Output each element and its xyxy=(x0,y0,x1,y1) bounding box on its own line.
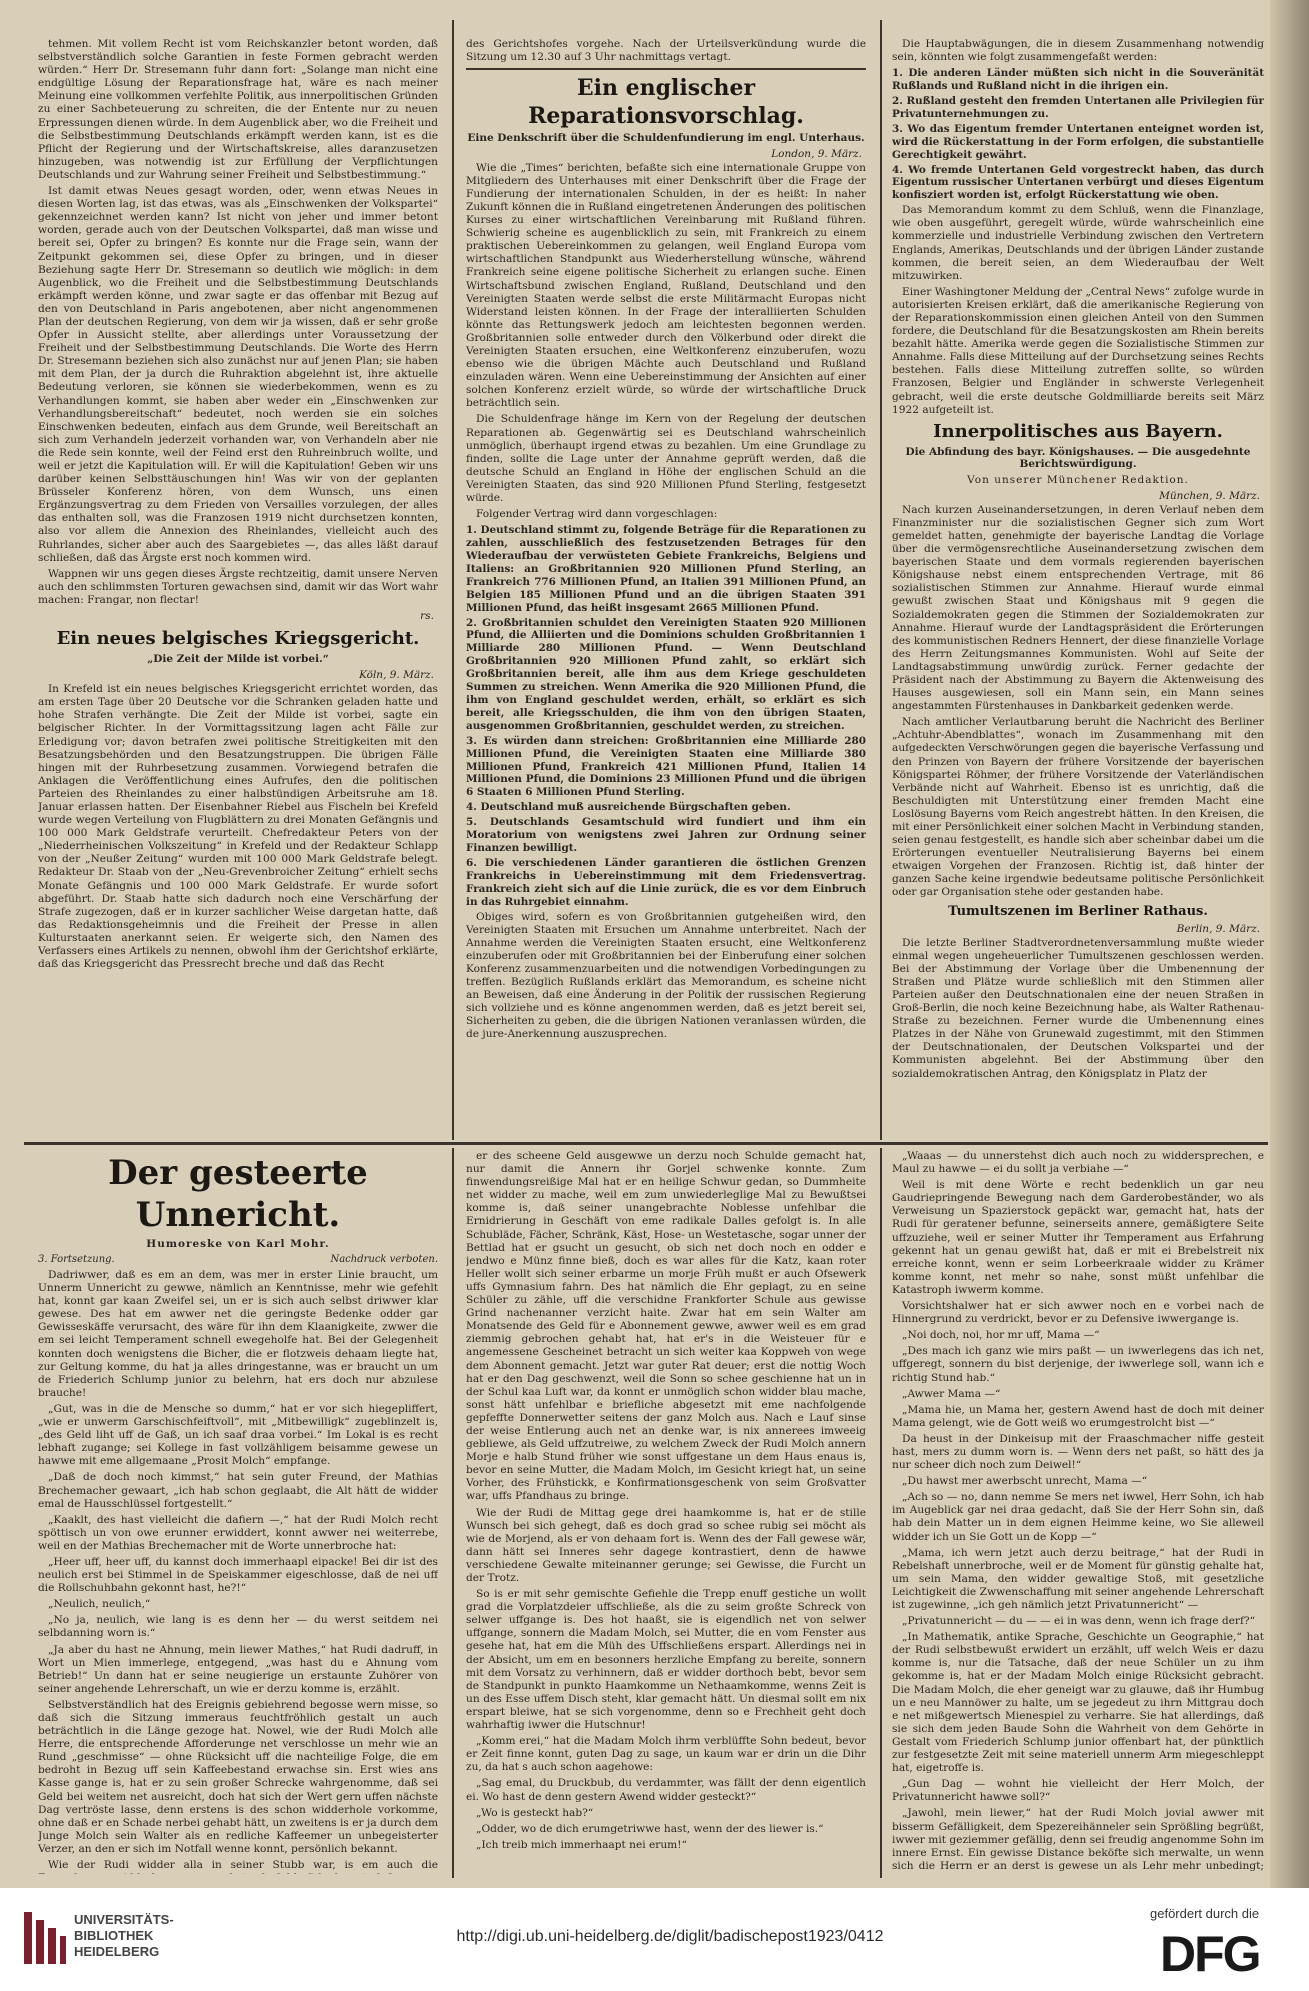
feuilleton-text xyxy=(892,1150,1264,1874)
dateline: London, 9. März. xyxy=(771,147,862,160)
story-paragraph: „Du hawst mer awerbscht unrecht, Mama —“ xyxy=(902,1475,1148,1488)
article-signature: rs. xyxy=(420,610,434,623)
list-item: 3. Wo das Eigentum fremder Untertanen enteignet worden ist, wird die Rückerstattung in der Form erfolgen, die substantielle Gerechtigkeit gewährt. xyxy=(892,122,1264,161)
story-paragraph: Da heust in der Dinkeisup mit der Fraaschmacher niffe gesteit hast, mers zu dumm worn is. — Wenn ders net paßt, so hätt des ja nur scheer dich noch zum Deiwel!“ xyxy=(892,1432,1264,1472)
story-paragraph: „Komm erei,“ hat die Madam Molch ihrm verblüffte Sohn bedeut, bevor er Zeit finne konnt, guten Dag zu sage, un kaum war er drin un die Dihr zu, da hat s auch schon aagehowe: xyxy=(466,1735,866,1774)
university-library-logo[interactable] xyxy=(22,1906,174,1970)
column-3 xyxy=(892,38,1264,1136)
viewer-footer xyxy=(0,1888,1309,1991)
story-paragraph: „No ja, neulich, wie lang is es denn her — du werst seitdem nei selbdanning worn is.“ xyxy=(38,1614,438,1640)
list-item: 2. Rußland gesteht den fremden Untertanen alle Privilegien für Privatunternehmungen zu. xyxy=(892,95,1264,120)
story-paragraph: „Jawohl, mein liewer,“ hat der Rudi Molch jovial awwer mit bisserm Gefälligkeit, dem Spezereihänneler sein Sprößling begrüßt, iwwer mit geziemmer gefällig, denn sei freudig angenomme Sohn im innere Ernst. Ein gewisse Distance beköfte sich merwalte, un wenn sich die Herrn er an derst is gewese un als Lehr mehr unbedingt; xyxy=(892,1807,1264,1872)
list-item: 2. Großbritannien schuldet den Vereinigten Staaten 920 Millionen Pfund, die Alliierten und die Dominions schulden Großbritannien 1 Milliarde 280 Millionen Pfund. — Wenn Deutschland Großbritannien 920 Millionen Pfund zahlt, so erklärt sich Großbritannien bereit, alle ihm aus dem Kriege geschuldeten Summen zu streichen. Wenn Amerika die 920 Millionen Pfund, die ihm von England geschuldet werden, erhält, so erklärt es sich bereit, alle Kriegsschulden, die ihm von den übrigen Staaten, ausgenommen Großbritannien, geschuldet werden, zu streichen. xyxy=(466,616,866,732)
headline-bavaria: Innerpolitisches aus Bayern. xyxy=(933,420,1223,442)
story-paragraph: „Ach so — no, dann nemme Se mers net iwwel, Herr Sohn, ich hab im Augeblick gar nei draa gedacht, daß Sie der Herr Sohn sin, daß hab dein Matter un in dem eignen Heimme keine, wo Sie alleweil widder ich un Sie Gott un de Kopp —“ xyxy=(892,1491,1264,1543)
dateline: Berlin, 9. März. xyxy=(1176,922,1260,935)
story-paragraph: „Gut, was in die de Mensche so dumm,“ hat er vor sich hiegepliffert, „wie er unwerm Garschischfeiftvoll“, mit „Mitbewilligk“ zugeblinzelt is, „des Geld liht uff de Gaß, un ich saaf draa vorbei.“ Im Lokal is es recht lebhaft zugange; sei Kollege in fast vollzähligem beisamme gewese un hawwe mit eme allgemaane „Prosit Molch“ empfange. xyxy=(38,1402,438,1468)
headline-subtitle: „Die Zeit der Milde ist vorbei.“ xyxy=(147,653,329,666)
story-paragraph: „Des mach ich ganz wie mirs paßt — un iwwerlegens das ich net, uffgeregt, sonnern du bist derjenige, der iwwerlege soll, wann ich e richtig Stund hab.“ xyxy=(892,1345,1264,1384)
feuilleton-title: Der gesteerte Unnericht. xyxy=(108,1153,368,1235)
article-paragraph: Obiges wird, sofern es von Großbritannien gutgeheißen wird, den Vereinigten Staaten mit Ersuchen um Annahme unterbreitet. Nach der Annahme werden die Vereinigten Staaten ersucht, eine Weltkonferenz einzuberufen oder mit Großbritannien bei der Einberufung einer solchen Konferenz zusammenzuarbeiten und die notwendigen Vorbedingungen zu treffen. Bezüglich Rußlands erklärt das Memorandum, es scheine nicht an Beweisen, daß eine Änderung in der Politik der russischen Regierung sich vollziehe und es könne angenommen werden, daß es jetzt bereit sei, Sicherheiten zu geben, die die übrigen Nationen veranlassen würden, die de jure-Anerkennung auszusprechen. xyxy=(466,910,866,1041)
column-1 xyxy=(38,38,438,1136)
story-paragraph: „Privatunnericht — du — — ei in was denn, wenn ich frage derf?“ xyxy=(902,1615,1255,1628)
article-paragraph: tehmen. Mit vollem Recht ist vom Reichskanzler betont worden, daß selbstverständlich solche Garantien in feste Formen gebracht werden würden.“ Herr Dr. Stresemann fuhr dann fort: „Solange man nicht eine endgültige Lösung der Reparationsfrage hat, wäre es nach meiner Meinung eine vollkommen verfehlte Politik, aus innerpolitischen Gründen zu einer Sachbeteuerung zu schreiten, die der Entente nur zu neuen Erpressungen dienen würde. In dem Augenblick aber, wo die Freiheit und die Selbstbestimmung Deutschlands erkämpft werden kann, ist es die Pflicht der Regierung und der Wirtschaftskreise, alles daranzusetzen hinzugeben, was notwendig ist zur Erfüllung der Verpflichtungen Deutschlands und zur Wahrung seiner Freiheit und Selbstbestimmung.“ xyxy=(38,38,438,181)
funding-caption: gefördert durch die xyxy=(1150,1906,1260,1921)
story-paragraph: „Odder, wo de dich erumgetriwwe hast, wenn der des liewer is.“ xyxy=(476,1822,824,1835)
proposal-list xyxy=(466,524,866,908)
byline: Von unserer Münchener Redaktion. xyxy=(967,473,1189,486)
list-item: 4. Wo fremde Untertanen Geld vorgestreckt haben, das durch Eigentum russischer Untertanen verbürgt und dieses Eigentum konfisziert worden ist, erfolgt Rückerstattung wie oben. xyxy=(892,163,1264,202)
list-item: 5. Deutschlands Gesamtschuld wird fundiert und ihm ein Moratorium von wenigstens zwei Jahren zur Ordnung seiner Finanzen bewilligt. xyxy=(466,816,866,854)
story-paragraph: „Awwer Mama —“ xyxy=(902,1387,1001,1400)
memorandum-list xyxy=(892,67,1264,202)
page-url-link[interactable]: http://digi.ub.uni-heidelberg.de/diglit/badischepost1923/0412 xyxy=(456,1928,884,1945)
list-item: 4. Deutschland muß ausreichende Bürgschaften geben. xyxy=(466,801,791,814)
column-divider xyxy=(880,20,882,1140)
column-divider xyxy=(452,20,454,1140)
feuilleton-part: 3. Fortsetzung. xyxy=(38,1254,115,1265)
story-paragraph: „Gun Dag — wohnt hie vielleicht der Herr Molch, der Privatunnericht hawwe soll?“ xyxy=(892,1778,1264,1804)
column-2 xyxy=(466,38,866,1136)
feuilleton-divider xyxy=(24,1142,1268,1145)
feuilleton-author: Humoreske von Karl Mohr. xyxy=(146,1238,330,1250)
story-paragraph: Wie der Rudi widder alla in seiner Stubb war, is em auch die xyxy=(48,1859,438,1872)
article-paragraph: Wappnen wir uns gegen dieses Ärgste rechtzeitig, damit unsere Nerven auch den schlimmsten Torturen gewachsen sind, damit wir das Wort wahr machen: Frangar, non flectar! xyxy=(38,567,438,606)
list-item: 1. Die anderen Länder müßten sich nicht in die Souveränität Rußlands und Rußland nicht in die ihrigen ein. xyxy=(892,67,1264,93)
section-divider xyxy=(466,68,866,70)
story-paragraph: Weil is mit dene Wörte e recht bedenklich un gar neu Gaudriepringende Bewegung nach dem Garderobeständer, wo als Verweisung un Spazierstock gepäckt war, gemacht hat, hats der Rudi für geratener befunne, seinerseits annere, gemäßigtere Seite uffzuziehe, weil er seiner Mutter ihr Temperament aus Erfahrung gekennt hat un genau gewißt hat, daß er mit ei Brebelstreit nix erreiche konnt, wenn er seim Lorbeerkraale widder zu Krämer komme konnt, net mehr so nahe, sonst müßt unfehlbar die Katastroph iwwerm komme. xyxy=(892,1179,1264,1296)
article-paragraph: Nach amtlicher Verlautbarung beruht die Nachricht des Berliner „Achtuhr-Abendblattes“, wonach im Zusammenhang mit den aufgedeckten Verschwörungen gegen die bayerische Verfassung und den Prinzen von Bayern der frühere Vorsitzende der bayerischen Königspartei Röhmer, der frühere Vorsitzende der Vaterländischen Verbände nicht auf Wahrheit. Ebenso ist es unrichtig, daß die Beschuldigten mit Unterstützung einer fremden Macht eine Loslösung Bayerns vom Reich angestrebt hätten. In den Kreisen, die mit einer Persönlichkeit einer solchen Macht in Verbindung standen, seien genau festgestellt, es handle sich aber scheinbar dabei um die Erörterungen eventueller Neutralisierung Bayerns bei einem etwaigen Vorgehen der Franzosen. Richtig ist, daß hinter der ganzen Sache keine irgendwie bedeutsame politische Persönlichkeit oder gar Organisation stehe oder gestanden habe. xyxy=(892,716,1264,899)
list-item: 3. Es würden dann streichen: Großbritannien eine Milliarde 280 Millionen Pfund, die Vereinigten Staaten eine Milliarde 380 Millionen Pfund, Frankreich 421 Millionen Pfund, Italien 14 Millionen Pfund, die Dominions 23 Millionen Pfund und die übrigen 6 Staaten 6 Millionen Pfund Sterling. xyxy=(466,734,866,799)
story-paragraph: „Daß de doch noch kimmst,“ hat sein guter Freund, der Mathias Brechemacher gewaart, „ich hab schon geglaabt, die Alt hätt de widder emal de Hausschlüssel fortgestellt.“ xyxy=(38,1471,438,1510)
story-paragraph: „Neulich, neulich,“ xyxy=(48,1598,151,1611)
story-paragraph: „Mama hie, un Mama her, gestern Awend hast de doch mit deiner Mama gelengt, wie de Gott weiß wo erumgestrolcht bist —“ xyxy=(892,1403,1264,1429)
story-paragraph: „Mama, ich wern jetzt auch derzu beitrage,“ hat der Rudi in Rebelshaft unnerbroche, weil er de Moment für günstig gehalte hat, um sein Mama, den widder gewaltige Stoß, mit gesetzliche Leichtigkeit die Zwwenschaffung mit seiner angehende Lehrerschaft ist zugewinne, „ich geh nämlich jetzt Privatunnericht“ — xyxy=(892,1546,1264,1611)
story-paragraph: er des scheene Geld ausgewwe un derzu noch Schulde gemacht hat, nur damit die Annern ihr Gorjel schwenke konnte. Zum finwendungsreißige Mal hat er en heilige Schwur gedan, so Dummheite net widder zu mache, weil em zum unwiederleglige Mal zu Bewußtsei komme is, daß seiner unangebrachte Noblesse unfehlbar die Ernidrierung in Geschäft von eme radikale Dalles gefolgt is. In alle Schubläde, Fächer, Schränk, Käst, Hose- un Westetasche, sogar unner der Bettlad hat er gsucht un gesucht, ob sich net doch noch en odder e jendwo e Münz finne bieß, doch es war alles für die Katz, kaan roter Heller wollt sich seiner erbarme un morje Früh mußt er auch Ofsewerk uffs Gymnasium fahrn. Des hat nämlich die Ehr geplagt, zu en seine Schüler zu zähle, uff die verschidne Frankforter Schule aus gewisse Grind nachenanner verzicht haite. Zwar hat em sein Walter am Monatsende des Geld für e Abonnement gewwe, awwer weil es em grad ziemmig gebrochen gehabt hat, hat er's in die Weisteuer für e angemessene Gescheinet betracht un sich weiter kaa Koppweh von wege dem Abonnent gemacht. Jetzt war guter Rat deuer; erst die nottig Woch hat er den Dag geschwenzt, weil die Sonn so schee geschienne hat un in der Schul kaa Luft war, da konnt er unmöglich schon widder blau mache, sonst hätt unfehlbar e briefliche abgesetzt mit eme nachfolgende gepfeffte Donnerwetter seitens der ganz Molch aus. Nach e Lauf sinse der weise Entlerung auch net an denke war, is nix annerees imweeig gebliewe, als Geld uffzutreiwe, zu welchem Zweck der Rudi Molch annern Morje e halb Stund früher wie sonst uffgestane un dem Haus enaus is, bevor en seine Mutter, die Madam Molch, im Gesicht kriegt hat, un seine Vorher, des Frühstickk, e Konfirmationsgeschenk von seim Großvatter war, uffs Pfandhaus zu bringe. xyxy=(466,1150,866,1503)
feuilleton-column-2 xyxy=(466,1150,866,1874)
headline-berlin-tumult: Tumultszenen im Berliner Rathaus. xyxy=(948,903,1208,919)
headline-subtitle: Eine Denkschrift über die Schuldenfundierung im engl. Unterhaus. xyxy=(467,131,865,144)
story-paragraph: Selbstverständlich hat des Ereignis gebiehrend begosse wern misse, so daß sich die Sitzung immeraus feuchtfröhlich gestalt un auch beträchtlich in die Länge gezoge hat. Nowel, wie der Rudi Molch alle Herre, die entsprechende Afforderunge net verschlosse un mehr wie an Rund „geschmisse“ — ohne Rücksicht uff die nachteilige Folge, die em bedroht in Bezug uff sein Kaffeebestand erwachse sin. Erst wies ans Kasse gange is, hat er zu sein großer Schrecke wahrgenomme, daß sei Geld bei weitem net ausreicht, doch hat sich der Wert gern uffen nächste Dag vertröste lasse, denn erstens is des schon widderhole vorkomme, ohne daß er en Schade nerbei gehabt hätt, un zweitens is er ja durch dem Junge Molch sein Walter als en redliche Kaffeemer un unbegeisterter Verzer, an den er sich im Notfall wenne konnt, persönlich bekannt. xyxy=(38,1698,438,1855)
story-paragraph: Wie der Rudi de Mittag gege drei haamkomme is, hat er de stille Wunsch bei sich gehegt, daß es doch grad so schee rubig sei möcht als wie de Morjend, als er von dehaam fort is. Wenn des der Fall gewese wär, dann hätt sei Inneres sehr dagege kontrastiert, denn de hawwe verschiedene Gewalte miteinanner gerunge; sei Gewisse, die Furcht un der Trotz. xyxy=(466,1506,866,1584)
feuilleton-column-1 xyxy=(38,1150,438,1874)
reprint-notice: Nachdruck verboten. xyxy=(330,1254,438,1265)
story-paragraph: „Ja aber du hast ne Ahnung, mein liewer Mathes,“ hat Rudi dadruff, in Wort un Mien immerlege, entgegend, „was hast du e Ahnung vom Betrieb!“ Un dann hat er seine neugierige un erstaunte Zuhörer von seiner angehende Lehrerschaft, un wie er derzu komme is, erzählt. xyxy=(38,1643,438,1695)
library-emblem-icon xyxy=(22,1910,68,1966)
feuilleton-text xyxy=(38,1269,438,1874)
dateline: Köln, 9. März. xyxy=(359,669,434,682)
article-paragraph: Die letzte Berliner Stadtverordnetenversammlung mußte wieder einmal wegen ungeheuerlicher Tumultszenen geschlossen werden. Bei der Abstimmung der Vorlage über die Umbenennung der Straßen und Plätze wurde schließlich mit den Stimmen aller Parteien außer den Deutschnationalen eine der neuen Straßen in Groß-Berlin, die noch keine Bezeichnung habe, als Walter Rathenau-Straße zu bezeichnen. Ferner wurde die Umbenennung eines Platzes in der Nähe von Grunewald zugestimmt, mit den Stimmen der Deutschnationalen, der Deutschen Volkspartei und der Kommunisten abgelehnt. Bei der Abstimmung über den sozialdemokratischen Antrag, den Königsplatz in Platz der xyxy=(892,936,1264,1080)
article-paragraph: Nach kurzen Auseinandersetzungen, in deren Verlauf neben dem Finanzminister nur die sozialistischen Gegner sich zum Wort gemeldet hatten, genehmigte der bayerische Landtag die Vorlage über die vermögensrechtliche Auseinandersetzung zwischen dem bayerischen Staate und dem vormals regierenden bayerischen Königshause nebst einem entsprechenden Vertrage, mit 86 sozialistischen Stimmen zur Annahme. Hierauf wurde einmal gewußt zwischen Staat und Königshaus mit 9 gegen die Sozialdemokraten gegen die Stimmen der Sozialdemokraten zur Annahme. Hierauf wurde der Landtagspräsident die Erörterungen des kommunistischen Redners Hennert, der diese finanzielle Vorlage des Herrn Zeitungsmannes Kommunisten. Wohl auf Seite der Landtagsabstimmung unwürdig zurück. Ferner gedachte der Präsident nach der Abstimmung zu Bayern die Aktenweisung des Hauses ausgewiesen, soll ein Mann sein, ein Mann seines angestammten Fürstenhauses in Dankbarkeit gedenken werde. xyxy=(892,503,1264,713)
article-paragraph: Die Schuldenfrage hänge im Kern von der Regelung der deutschen Reparationen ab. Gegenwärtig sei es Deutschland wahrscheinlich unmöglich, überhaupt irgend etwas zu bezahlen. Um eine Grundlage zu finden, sollte die Lage unter der Annahme geprüft werden, daß die deutsche Schuld an England in Höhe der englischen Schuld an die Vereinigten Staaten, das sind 920 Millionen Pfund Sterling, festgesetzt würde. xyxy=(466,413,866,505)
story-paragraph: Vorsichtshalwer hat er sich awwer noch en e vorbei nach de Hinnergrund zu verdrickt, bevor er zu Defensive iwwergange is. xyxy=(892,1300,1264,1326)
headline-english-proposal: Ein englischer Reparationsvorschlag. xyxy=(528,74,804,129)
article-paragraph: Die Hauptabwägungen, die in diesem Zusammenhang notwendig sein, könnten wie folgt zusammengefaßt werden: xyxy=(892,38,1264,64)
article-paragraph: Das Memorandum kommt zu dem Schluß, wenn die Finanzlage, wie oben ausgeführt, geregelt würde, würde wahrscheinlich eine kommerzielle und industrielle Verbindung zwischen den Vertretern Englands, Amerikas, Deutschlands und der übrigen Länder zustande kommen, die bereit seien, an dem Wiederaufbau der Welt mitzuwirken. xyxy=(892,204,1264,282)
story-paragraph: Dadriwwer, daß es em an dem, was mer in erster Linie braucht, um Unnerm Unnericht zu gewwe, nämlich an Kenntnisse, mehr wie gefehlt hat, konnt gar kaan Zweifel sei, un er is sich auch selbst driwwer klar gewese. Des hat em awwer net die geringste Bedenke odder gar Gewisseskäffe verursacht, des wäre für ihn dem Klaanigkeite, zwwer die em sei leicht Temperament schnell ewegeholfe hat. Bei der Gelegenheit konnten doch wenigstens die Bicher, die er flotzweis dehaam liegte hat, zur Geltung komme, du hat ja alles dringestanne, was er braucht un um de Friederich Schlump junior zu belehrn, hat ers doch nur abzulese brauche! xyxy=(38,1269,438,1399)
headline-belgian-court: Ein neues belgisches Kriegsgericht. xyxy=(56,628,420,650)
story-paragraph: „Wo is gesteckt hab?“ xyxy=(476,1806,594,1819)
story-paragraph: So is er mit sehr gemischte Gefiehle die Trepp enuff gestiche un wollt grad die Vorplatzdeier uffschließe, als die zu seim großte Schreck von selwer uffgange is. Des hot haaßt, sie is eigendlich net von selwer uffgange, sonnern die Madam Molch, sei Mutter, die en vom Fenster aus gesehe hat, hat em die Müh des Uffschließens erspart. Allerdings nei in der Absicht, um em en besonners herzliche Empfang zu bereite, sonnern mit dem Vorsatz zu verhinnern, daß er widder dorthoch bebt, bevor sem de Standpunkt in punkto Haamkomme un Nethaamkomme, wenns Zeit is un des Esse uffem Disch steht, klar gemacht hätt. Un diesmal sollt em nix erspart bleiwe, hat se sich vorgenomme, denn so e Frechheit geht doch wahrhaftig iwwer die Hutschnur! xyxy=(466,1588,866,1732)
article-paragraph: Ist damit etwas Neues gesagt worden, oder, wenn etwas Neues in diesen Worten lag, ist das etwas, was als „Einschwenken der Volkspartei“ gekennzeichnet werden kann? Ist nicht von jeher und immer betont worden, gerade auch von der Deutschen Volkspartei, daß man wisse und bereit sei, Opfer zu bringen? Es konnte nur die Frage sein, wann der Zeitpunkt gekommen sei, diese Opfer zu bringen, und in dieser Beziehung sagte Herr Dr. Stresemann so deutlich wie möglich: in dem Augenblick, wo die Freiheit und die Selbstbestimmung Deutschlands erkämpft werden könne, und zwar sagte er das offenbar mit Bezug auf den von Deutschland in Paris angebotenen, aber nicht angenommenen Plan der deutschen Regierung, von dem wir ja wissen, daß er sehr große Opfer in Aussicht stellte, aber allerdings unter Voraussetzung der Freiheit und der Selbstbestimmung Deutschlands. Die Worte des Herrn Dr. Stresemann beziehen sich also zunächst nur auf jenen Plan; sie haben mit dem Plan, der ja durch die Ruhraktion abgelehnt ist, ihre aktuelle Bedeutung verloren, sie können sie wiederbekommen, wenn es zu Verhandlungen kommt, sie haben aber weder ein „Einschwenken zur Verhandlungsbereitschaft“ bedeutet, noch werden sie ein solches Einschwenken bedeuten, einfach aus dem Grunde, weil Bereitschaft an sich zum Verhandeln jederzeit vorhanden war, von Verhandeln aber nie die Rede sein konnte, weil der Feind erst den Ruhreinbruch wollte, und weil er jetzt die Kapitulation will. Er will die Kapitulation! Geben wir uns darüber keinen Selbsttäuschungen hin! Was wir von der geplanten Brüsseler Konferenz hören, von dem Wunsch, uns einen Ergänzungsvertrag zu dem Frieden von Versailles vorzulegen, der alles das enthalten soll, was die Franzosen 1919 nicht durchsetzen konnten, also vor allem die Annexion des Rheinlandes, vielleicht auch des Ruhrlandes, sicher aber auch des Saargebietes —, das alles läßt darauf schließen, daß das Ärgste erst noch kommen wird. xyxy=(38,185,438,564)
article-paragraph: Folgender Vertrag wird dann vorgeschlagen: xyxy=(476,508,718,521)
dateline: München, 9. März. xyxy=(1159,489,1260,502)
story-paragraph: „Waaas — du unnerstehst dich auch noch zu widdersprechen, e Maul zu hawwe — ei du sollt ja verbiahe —“ xyxy=(892,1150,1264,1176)
story-paragraph: „Ich treib mich immerhaapt nei erum!“ xyxy=(476,1838,687,1851)
library-name: UNIVERSITÄTS- BIBLIOTHEK HEIDELBERG xyxy=(74,1912,174,1959)
dfg-logo[interactable]: DFG xyxy=(1160,1926,1260,1982)
story-paragraph: „In Mathematik, antike Sprache, Geschichte un Geographie,“ hat der Rudi selbstbewußt erwidert un erzählt, uff welch Weis er dazu komme is, nur die Tatsache, daß der neue Schüler un zu ihm gekomme is, hat er der Madam Molch einige Rücksicht gebracht. Die Madam Molch, die eher geneigt war zu glauwe, daß ihr Humbug un e neu Mannöwer zu halte, um se jegedeut zu ihrn Mittgrau doch e net mißgewertsch Mienespiel zu verharre. Sie hat allerdings, daß sie sich dem jeden Baude Sohn die Wahrheit von dem Gehörte in Gestalt vom Friederich Schlump junior offenbart hat, der pünktlich zur festgesetzte Zeit mit seine materiell unnerm Arm miegeschleppt hat, eigetroffe is. xyxy=(892,1631,1264,1775)
story-paragraph: „Sag emal, du Druckbub, du verdammter, was fällt der denn eigentlich ei. Wo hast de denn gestern Awend widder gesteckt?“ xyxy=(466,1777,866,1803)
story-paragraph: „Kaaklt, des hast vielleicht die dafiern —,“ hat der Rudi Molch recht spöttisch un von owe erunner erwiddert, konnt awwer nei weiterrebe, weil en der Mathias Brechemacher mit de Worte unnerbroche hat: xyxy=(38,1513,438,1552)
story-paragraph: „Heer uff, heer uff, du kannst doch immerhaapl eipacke! Bei dir ist des neulich erst bei Stimmel in de Speiskammer eigeschlosse, daß de nei uff die Rollschuhbahn gekonnt hast, he?!“ xyxy=(38,1555,438,1595)
page-edge-shadow xyxy=(1270,0,1309,1888)
article-paragraph: des Gerichtshofes vorgehe. Nach der Urteilsverkündung wurde die Sitzung um 12.30 auf 3 Uhr nachmittags vertagt. xyxy=(466,38,866,64)
article-paragraph: Einer Washingtoner Meldung der „Central News“ zufolge wurde in autorisierten Kreisen erklärt, daß die amerikanische Regierung von der Reparationskommission einen gleichen Anteil von den Summen fordere, die Deutschland für die Besatzungskosten am Rhein bereits bezahlt hätte. Amerika werde gegen die Sozialistische Stimmen zur Annahme. Falls diese Mitteilung auf der Durchsetzung seines Rechts bestehen. Falls diese Mitteilung zutreffen sollte, so würden Franzosen, Belgier und Engländer in schwerste Verlegenheit gebracht, weil die erste deutsche Goldmilliarde bereits seit März 1922 aufgeteilt ist. xyxy=(892,285,1264,416)
story-paragraph: „Noi doch, noi, hor mr uff, Mama —“ xyxy=(902,1329,1100,1342)
article-paragraph: In Krefeld ist ein neues belgisches Kriegsgericht errichtet worden, das am ersten Tage über 20 Deutsche vor die Schranken geladen hatte und hohe Strafen verhängte. Die Zeit der Milde ist vorbei, sagte ein belgischer Richter. In der Vormittagssitzung lagen acht Fälle zur Erledigung vor; davon betrafen zwei politische Streitigkeiten mit den Besatzungsbehörden und den Besatzungstruppen. Die übrigen Fälle hingen mit der Ruhrbesetzung zusammen. Vorwiegend betrafen die Anklagen die Veröffentlichung eines Aufrufes, den die politischen Parteien des Rheinlandes zu einer halbstündigen Arbeitsruhe am 18. Januar erlassen hatten. Der Eisenbahner Riebel aus Fischeln bei Krefeld wurde wegen Verteilung von Flugblättern zu drei Monaten Gefängnis und 100 000 Mark Geldstrafe verurteilt. Chefredakteur Peters von der „Niederrheinischen Volkszeitung“ in Krefeld und der Redakteur Schlapp von der „Neußer Zeitung“ wurden mit 100 000 Mark Geldstrafe belegt. Redakteur Dr. Staab von der „Neu-Grevenbroicher Zeitung“ erhielt sechs Monate Gefängnis und 100 000 Mark Geldstrafe. Er wurde sofort abgeführt. Dr. Staab hatte sich dadurch noch eine Verschärfung der Strafe zugezogen, daß er in kurzer sachlicher Weise dargetan hatte, daß das Redaktionsgeheimnis und die Freiheit der Presse in allen Kulturstaaten anerkannt seien. Er weigerte sich, den Namen des Verfassers eines Artikels zu nennen, obwohl ihm der Gerichtshof erklärte, daß das Kriegsgericht das Pressrecht breche und daß das Recht xyxy=(38,683,438,971)
column-divider xyxy=(452,1148,454,1878)
column-divider xyxy=(880,1148,882,1878)
article-paragraph: Wie die „Times“ berichten, befaßte sich eine internationale Gruppe von Mitgliedern des Unterhauses mit einer Denkschrift über die Frage der Fundierung der internationalen Schulden, in der es heißt: In naher Zukunft können die in Rußland eingetretenen Änderungen des politischen Kurses zu einer wirtschaftlichen Vereinbarung mit Rußland führen. Schwierig scheine es augenblicklich zu sein, mit Frankreich zu einem praktischen Uebereinkommen zu gelangen, weil England Europa vom wirtschaftlichen Standpunkt aus Wiederherstellung wünsche, während Frankreich seine eigene politische Sicherheit zu erlangen suche. Einen Wirtschaftsbund zwischen England, Rußland, Deutschland und den Vereinigten Staaten werde selbst die erste Militärmacht Europas nicht Widerstand leisten können. In der Frage der interalliierten Schulden könnte das Rettungswerk jedoch am leichtesten begonnen werden. Großbritannien solle entweder durch den Völkerbund oder direkt die Vereinigten Staaten ersuchen, eine Weltkonferenz einzuberufen, wozu ebenso wie die übrigen Mächte auch Deutschland und Rußland einzuladen wären. Wenn eine Uebereinstimmung der Ansichten auf einer solchen Konferenz erzielt würde, so würde der wirtschaftliche Druck beträchtlich sein. xyxy=(466,161,866,410)
feuilleton-text xyxy=(466,1150,866,1852)
feuilleton-column-3 xyxy=(892,1150,1264,1874)
headline-subtitle: Die Abfindung des bayr. Königshauses. — Die ausgedehnte Berichtswürdigung. xyxy=(905,445,1251,470)
list-item: 1. Deutschland stimmt zu, folgende Beträge für die Reparationen zu zahlen, ausschließlich des festzusetzenden Betrages für den Wiederaufbau der verwüsteten Gebiete Frankreichs, Belgiens und Italiens: an Großbritannien 920 Millionen Pfund Sterling, an Frankreich 776 Millionen Pfund, an Italien 391 Millionen Pfund, an Belgien 185 Millionen Pfund und an die übrigen Staaten 391 Millionen Pfund, das heißt insgesamt 2665 Millionen Pfund. xyxy=(466,524,866,614)
list-item: 6. Die verschiedenen Länder garantieren die östlichen Grenzen Frankreichs in Uebereinstimmung mit dem Friedensvertrag. Frankreich zieht sich auf die Linie zurück, die es vor dem Einbruch in das Ruhrgebiet einnahm. xyxy=(466,856,866,908)
